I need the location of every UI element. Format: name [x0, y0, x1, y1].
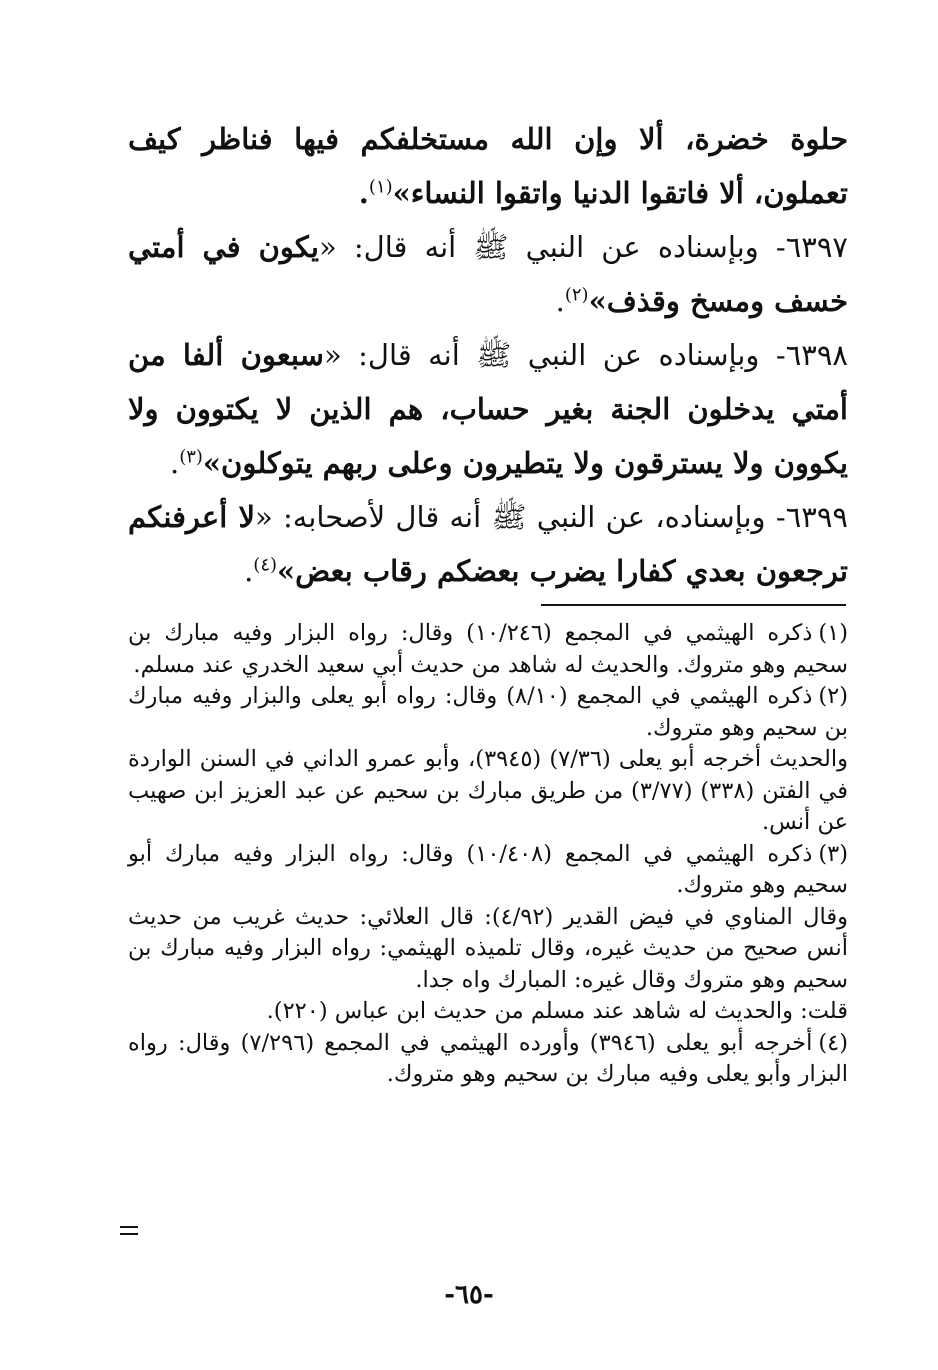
footnote-3 [128, 839, 848, 902]
footnote-label: (٣) [818, 840, 848, 867]
hadith-quote: يكون في أمتي خسف ومسخ وقذف» [128, 230, 848, 318]
footnote-1 [128, 618, 848, 681]
sentence-end: . [555, 284, 565, 318]
hadith-intro: وبإسناده عن النبي ﷺ أنه قال: « [323, 338, 760, 372]
footnote-2-extra [128, 744, 848, 839]
footnote-ref: (١) [368, 176, 393, 198]
hadith-quote: لا أعرفنكم ترجعون بعدي كفارا يضرب بعضكم رقاب بعض» [128, 500, 848, 588]
footnote-ref: (٣) [179, 446, 203, 468]
sentence-end: . [169, 446, 180, 480]
footnote-ref: (٢) [564, 284, 589, 306]
footnote-text: ذكره الهيثمي في المجمع (٨/١٠) وقال: رواه أبو يعلى والبزار وفيه مبارك بن سحيم وهو متروك. [128, 683, 848, 741]
sentence-end: . [358, 176, 369, 210]
footnote-4 [128, 1028, 848, 1091]
footnote-text: والحديث أخرجه أبو يعلى (٧/٣٦) (٣٩٤٥)، وأبو عمرو الداني في السنن الواردة في الفتن (٣٣٨) (٣/٧٧) من طريق مبارك بن سحيم عن عبد العزيز ابن صهيب عن أنس. [128, 746, 848, 835]
footnote-3-extra-2 [128, 996, 848, 1028]
footnote-text: ذكره الهيثمي في المجمع (١٠/٢٤٦) وقال: رواه البزار وفيه مبارك بن سحيم وهو متروك. والحديث له شاهد من حديث أبي سعيد الخدري عند مسلم. [128, 620, 848, 678]
paragraph-continuation [128, 112, 848, 220]
page-number: -٦٥- [444, 1280, 494, 1310]
hadith-intro: وبإسناده عن النبي ﷺ أنه قال: « [318, 230, 759, 264]
main-text [128, 112, 848, 598]
footnote-2 [128, 681, 848, 744]
hadith-number: ٦٣٩٩- [775, 500, 848, 534]
footnote-text: وقال المناوي في فيض القدير (٤/٩٢): قال العلائي: حديث غريب من حديث أنس صحيح من حديث غيره، وقال تلميذه الهيثمي: رواه البزار وفيه مبارك بن سحيم وهو متروك وقال غيره: المبارك واه جدا. [128, 903, 848, 993]
hadith-6397 [128, 220, 848, 328]
footnotes [128, 618, 848, 1091]
hadith-intro: وبإسناده، عن النبي ﷺ أنه قال لأصحابه: « [255, 500, 766, 534]
footnote-text: أخرجه أبو يعلى (٣٩٤٦) وأورده الهيثمي في المجمع (٧/٢٩٦) وقال: رواه البزار وأبو يعلى وفيه مبارك بن سحيم وهو متروك. [128, 1029, 848, 1087]
hadith-number: ٦٣٩٨- [775, 338, 848, 372]
hadith-6398 [128, 328, 848, 490]
hadith-number: ٦٣٩٧- [775, 230, 849, 264]
footnote-label: (١) [818, 620, 848, 646]
footnote-text: ذكره الهيثمي في المجمع (١٠/٤٠٨) وقال: رواه البزار وفيه مبارك أبو سحيم وهو متروك. [128, 840, 848, 898]
sentence-end: . [244, 554, 254, 588]
footnote-ref: (٤) [253, 554, 278, 576]
continuation-mark [120, 1226, 138, 1235]
footnote-text: قلت: والحديث له شاهد عند مسلم من حديث ابن عباس (٢٢٠). [266, 998, 848, 1024]
paragraph-text: حلوة خضرة، ألا وإن الله مستخلفكم فيها فناظر كيف تعملون، ألا فاتقوا الدنيا واتقوا النساء» [128, 122, 848, 210]
hadith-quote: سبعون ألفا من أمتي يدخلون الجنة بغير حساب، هم الذين لا يكتوون ولا يكوون ولا يسترقون ولا يتطيرون وعلى ربهم يتوكلون» [128, 338, 848, 480]
footnote-separator [541, 604, 846, 606]
footnote-label: (٤) [818, 1029, 848, 1056]
footnote-3-extra-1 [128, 902, 848, 997]
hadith-6399 [128, 490, 848, 598]
footnote-label: (٢) [818, 683, 848, 709]
